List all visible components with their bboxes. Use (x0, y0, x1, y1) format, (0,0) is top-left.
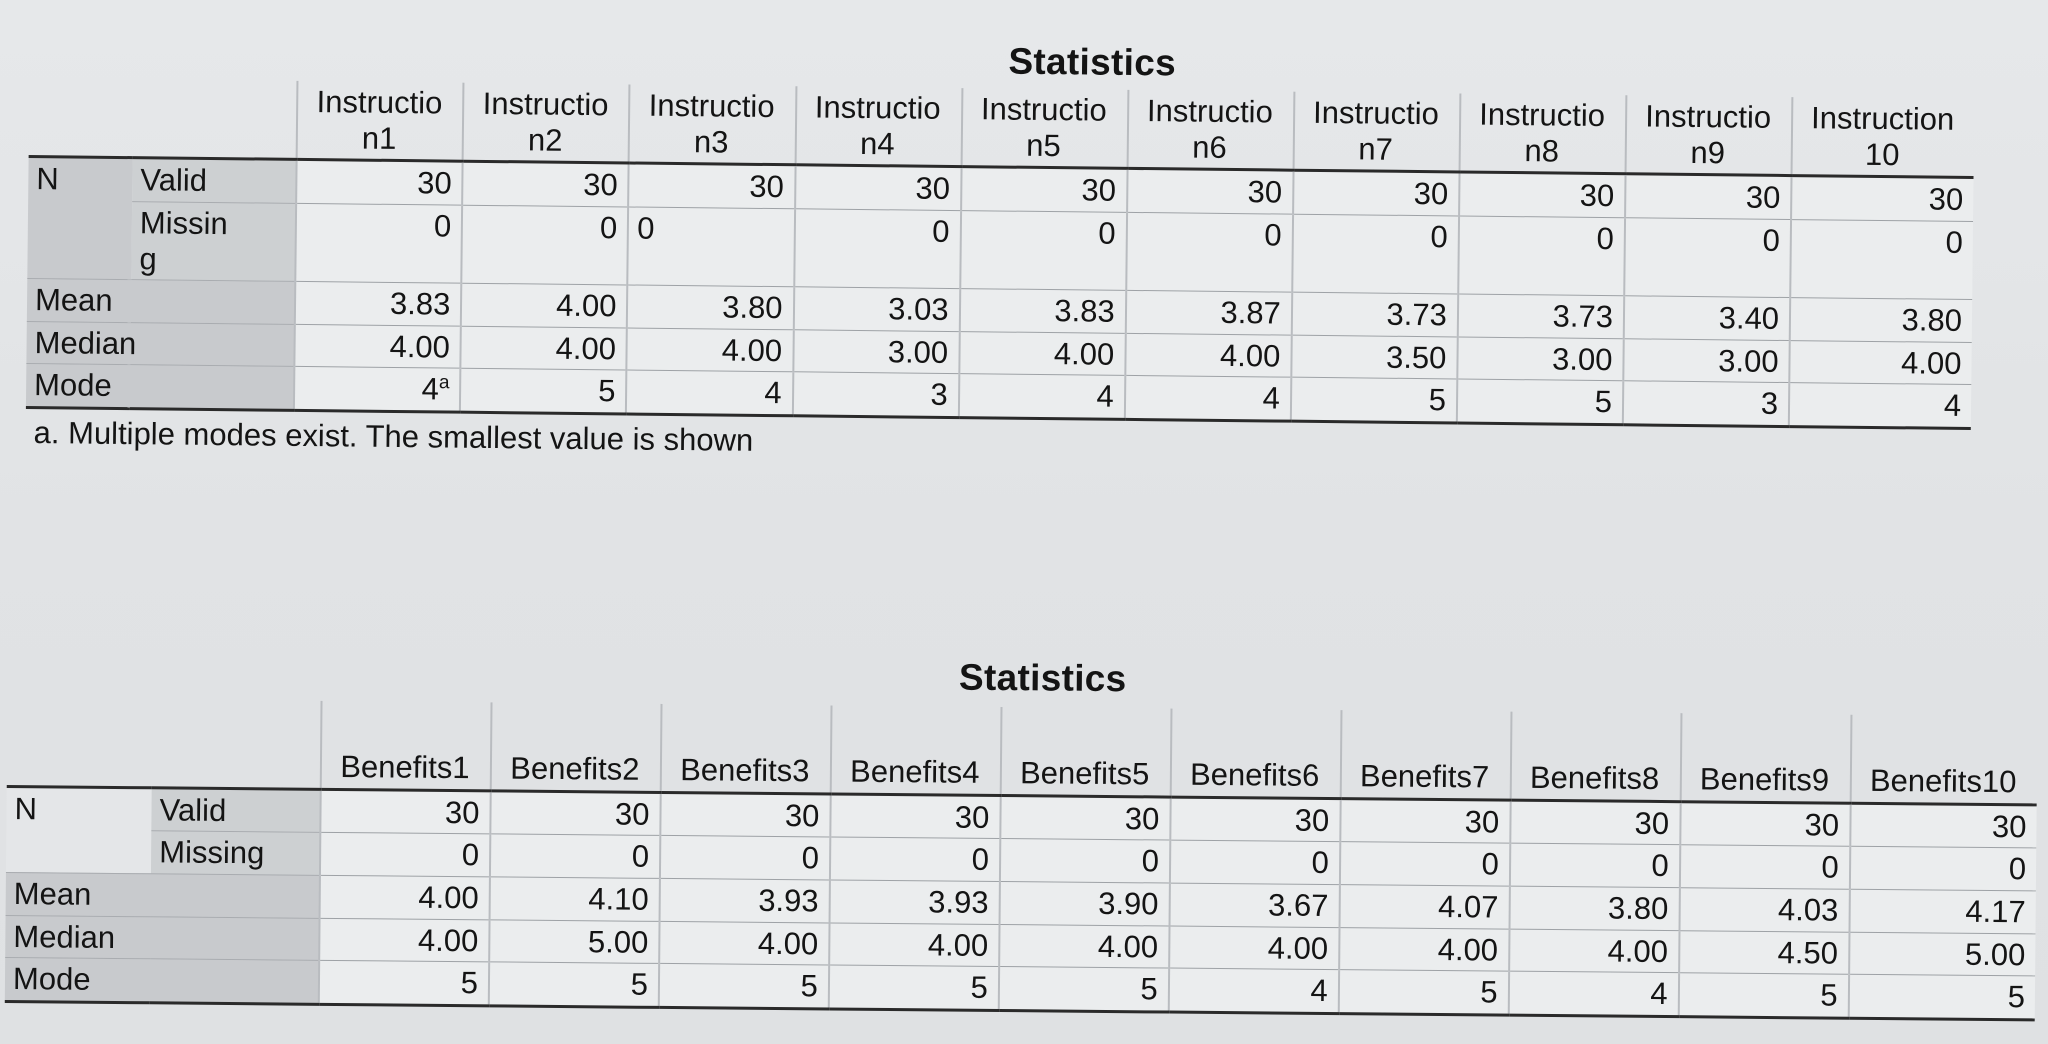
instruction-statistics-table (26, 78, 1974, 430)
cell-mean: 3.83 (295, 282, 462, 326)
cell-valid: 30 (1000, 795, 1170, 840)
cell-mean: 3.90 (999, 881, 1169, 925)
cell-median: 4.50 (1679, 930, 1849, 974)
cell-mean: 3.03 (793, 287, 960, 331)
row-label-median: Median (26, 321, 295, 367)
col-header-line1: Instruction (1810, 100, 1955, 137)
cell-mode: 4 (958, 374, 1125, 419)
row-label-n: N (6, 786, 152, 874)
cell-mode: 4 (1789, 383, 1971, 429)
cell-valid: 30 (795, 165, 962, 210)
cell-mean: 3.73 (1292, 292, 1459, 336)
cell-missing: 0 (830, 837, 1000, 881)
table2-col-header: Benefits9 (1680, 713, 1851, 803)
cell-mean: 3.67 (1169, 883, 1339, 927)
row-label-valid: Valid (132, 158, 297, 203)
col-header-line1: Instructio (482, 85, 609, 123)
table1-corner (29, 78, 298, 160)
cell-missing: 0 (490, 834, 660, 878)
col-header-line2: n8 (1524, 132, 1560, 169)
table1-col-header (795, 86, 962, 167)
col-header-line2: n5 (1026, 127, 1061, 163)
cell-valid: 30 (462, 161, 629, 206)
row-label-missing (131, 202, 296, 282)
col-header-line2: n9 (1690, 134, 1726, 170)
col-header-line2: n2 (527, 122, 563, 158)
cell-valid: 30 (1625, 174, 1792, 219)
col-header-line2: n1 (361, 120, 397, 156)
cell-valid: 30 (320, 789, 490, 834)
row-label-missing-line2: g (139, 240, 157, 276)
cell-mode-value: 4 (421, 371, 440, 407)
row-label-mean: Mean (6, 872, 320, 917)
table2-col-header: Benefits6 (1170, 709, 1341, 799)
benefits-statistics-table (5, 698, 2038, 1021)
cell-mean: 3.80 (627, 285, 794, 329)
table2-col-header: Benefits2 (491, 702, 662, 792)
cell-mean: 4.00 (461, 283, 628, 327)
cell-mean: 3.80 (1790, 298, 1972, 343)
table2-col-header: Benefits5 (1001, 707, 1172, 797)
cell-median: 4.00 (659, 921, 829, 965)
table1-col-header (1626, 95, 1793, 176)
cell-missing: 0 (1126, 212, 1293, 292)
cell-missing: 0 (296, 203, 463, 283)
instruction-statistics-panel (25, 30, 1974, 472)
cell-mode: 5 (1457, 379, 1624, 424)
cell-mode (294, 367, 461, 412)
col-header-line1: Instructio (980, 91, 1107, 128)
cell-mean: 4.00 (320, 875, 490, 919)
cell-missing: 0 (1680, 845, 1850, 889)
table2-col-header: Benefits1 (321, 701, 492, 791)
table1-col-header (629, 84, 796, 165)
table1-col-header (463, 83, 630, 164)
cell-mean: 3.80 (1509, 886, 1679, 930)
cell-missing: 0 (1000, 839, 1170, 883)
col-header-line1: Instructio (1479, 96, 1606, 134)
cell-valid: 30 (1510, 800, 1680, 845)
cell-valid: 30 (1170, 797, 1340, 842)
cell-median: 4.00 (295, 324, 462, 368)
cell-median: 4.00 (1125, 333, 1292, 377)
cell-mode: 5 (829, 965, 999, 1010)
cell-median: 4.00 (627, 328, 794, 372)
cell-mode: 5 (659, 964, 829, 1009)
table2-col-header: Benefits3 (661, 704, 832, 794)
cell-mean: 3.73 (1458, 294, 1625, 338)
cell-mode: 5 (460, 369, 627, 414)
row-label-median: Median (5, 915, 319, 960)
cell-mean: 3.40 (1624, 296, 1791, 340)
cell-valid: 30 (1680, 801, 1850, 846)
cell-median: 3.50 (1291, 335, 1458, 379)
cell-valid: 30 (1340, 798, 1510, 843)
cell-valid: 30 (296, 160, 463, 205)
cell-mean: 4.10 (490, 877, 660, 921)
cell-valid: 30 (629, 163, 796, 208)
cell-missing: 0 (1170, 840, 1340, 884)
cell-median: 4.00 (829, 923, 999, 967)
cell-median: 4.00 (1789, 340, 1971, 385)
cell-median: 4.00 (959, 331, 1126, 375)
table1-title: Statistics (1008, 40, 1177, 84)
cell-valid: 30 (660, 792, 830, 837)
table1-col-header (297, 81, 464, 162)
table2-col-header: Benefits7 (1340, 710, 1511, 800)
col-header-line2: n4 (859, 125, 895, 162)
cell-mode: 5 (1338, 970, 1508, 1015)
col-header-line2: n7 (1358, 131, 1394, 167)
cell-median: 5.00 (489, 919, 659, 963)
cell-mode: 4 (1508, 971, 1678, 1016)
table1-col-header (1792, 97, 1975, 178)
table1-col-header (961, 88, 1128, 169)
col-header-line1: Instructio (814, 89, 941, 126)
cell-mean: 4.17 (1849, 889, 2036, 933)
cell-mean: 3.83 (959, 289, 1126, 333)
row-label-n: N (27, 157, 132, 280)
cell-mean: 3.87 (1125, 291, 1292, 335)
table2-col-header: Benefits8 (1510, 712, 1681, 802)
cell-valid: 30 (830, 794, 1000, 839)
cell-mean: 4.03 (1679, 888, 1849, 932)
cell-median: 4.00 (1339, 927, 1509, 971)
col-header-line1: Instructio (1645, 98, 1772, 135)
cell-median: 4.00 (1169, 926, 1339, 970)
cell-missing: 0 (960, 211, 1127, 291)
cell-mode: 5 (1848, 974, 2035, 1019)
col-header-line2: n3 (693, 123, 729, 160)
cell-median: 5.00 (1849, 932, 2036, 976)
table1-col-header (1293, 92, 1460, 173)
cell-missing: 0 (1340, 842, 1510, 886)
cell-valid: 30 (1127, 169, 1294, 214)
cell-median: 3.00 (1623, 339, 1790, 383)
cell-missing: 0 (1292, 214, 1459, 294)
cell-valid: 30 (1459, 172, 1626, 217)
col-header-line2: 10 (1864, 136, 1900, 172)
cell-valid: 30 (961, 167, 1128, 212)
row-label-mode: Mode (5, 958, 319, 1004)
cell-median: 3.00 (1457, 337, 1624, 381)
row-label-mean: Mean (27, 279, 296, 325)
table1-footnote: a. Multiple modes exist. The smallest value is shown (33, 415, 754, 458)
cell-missing: 0 (628, 207, 795, 287)
cell-mode: 3 (792, 372, 959, 417)
table2-title: Statistics (958, 656, 1127, 700)
cell-missing: 0 (320, 833, 490, 877)
cell-valid: 30 (490, 791, 660, 836)
cell-missing: 0 (1849, 847, 2036, 891)
cell-mean: 3.93 (829, 880, 999, 924)
cell-median: 4.00 (1509, 929, 1679, 973)
cell-missing: 0 (660, 836, 830, 880)
table1-col-header (1127, 90, 1294, 171)
cell-missing: 0 (1790, 219, 1973, 299)
cell-missing: 0 (1458, 216, 1625, 296)
col-header-line1: Instructio (1312, 94, 1440, 132)
cell-missing: 0 (1510, 843, 1680, 887)
row-label-missing: Missing (151, 831, 320, 875)
col-header-line1: Instructio (316, 84, 443, 121)
row-label-mode: Mode (26, 364, 295, 411)
cell-missing: 0 (794, 209, 961, 289)
table2-col-header: Benefits4 (831, 705, 1002, 795)
cell-mode: 4 (1125, 376, 1292, 421)
cell-mode: 4 (1169, 968, 1339, 1013)
col-header-line1: Instructio (1146, 93, 1274, 130)
cell-mode: 5 (489, 962, 659, 1007)
table1-col-header (1459, 93, 1626, 174)
cell-median: 4.00 (461, 326, 628, 370)
cell-median: 4.00 (319, 918, 489, 962)
benefits-statistics-panel (5, 648, 2038, 1021)
cell-valid: 30 (1293, 170, 1460, 215)
cell-mode: 5 (1678, 973, 1848, 1018)
cell-missing: 0 (1624, 218, 1791, 298)
cell-mode: 3 (1623, 381, 1790, 426)
cell-mode: 5 (999, 967, 1169, 1012)
cell-missing: 0 (462, 205, 629, 285)
col-header-line1: Instructio (648, 87, 775, 125)
cell-mode: 5 (319, 961, 489, 1006)
cell-valid: 30 (1791, 176, 1973, 222)
cell-mean: 4.07 (1339, 885, 1509, 929)
col-header-line2: n6 (1192, 129, 1227, 165)
cell-median: 4.00 (999, 924, 1169, 968)
cell-mean: 3.93 (659, 878, 829, 922)
table2-corner (7, 698, 322, 789)
cell-median: 3.00 (793, 330, 960, 374)
row-label-valid: Valid (151, 787, 320, 832)
cell-mode: 5 (1291, 378, 1458, 423)
cell-mode: 4 (626, 370, 793, 415)
cell-valid: 30 (1850, 803, 2037, 848)
table2-col-header: Benefits10 (1850, 715, 2037, 805)
footnote-mark: a (438, 372, 450, 394)
row-label-missing-line1: Missin (139, 205, 228, 242)
